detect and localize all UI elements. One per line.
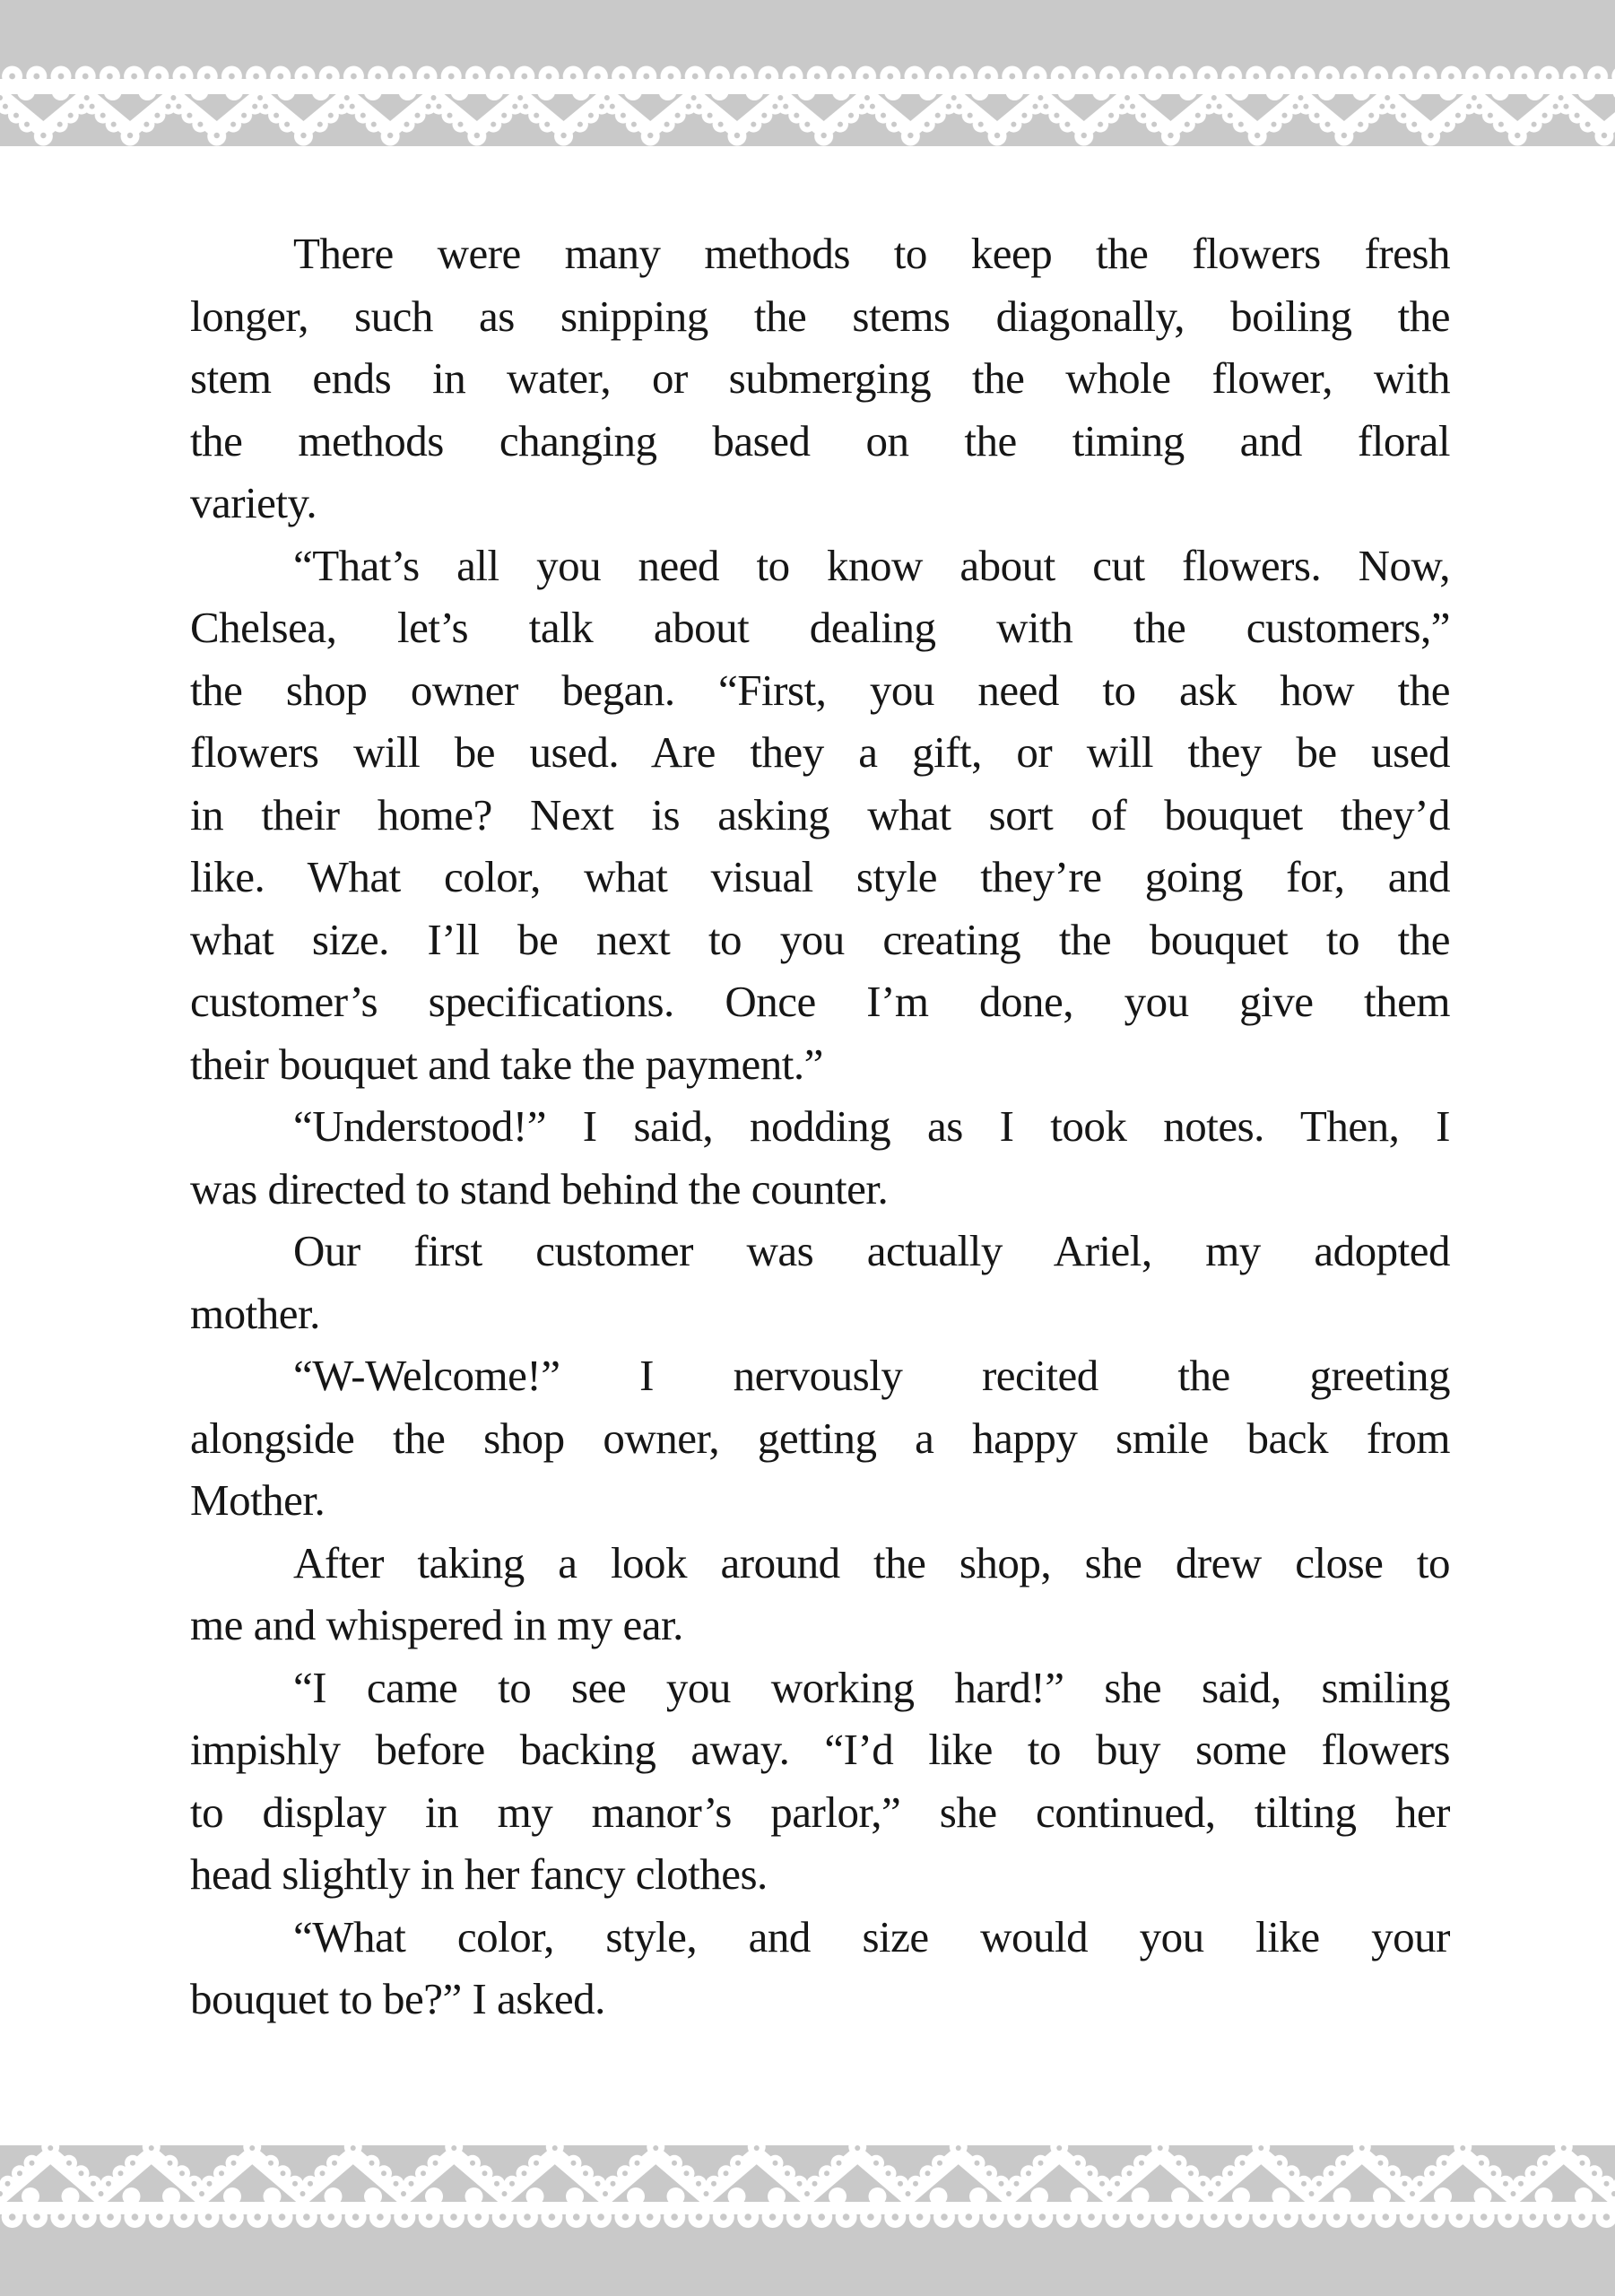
- text-line: “Understood!” I said, nodding as I took notes. Then, I: [293, 1101, 1450, 1151]
- paragraph: [190, 1657, 1450, 1906]
- text-line: in their home? Next is asking what sort of bouquet they’d: [190, 789, 1450, 839]
- text-line: what size. I’ll be next to you creating the bouquet to the: [190, 914, 1450, 964]
- text-line: variety.: [190, 478, 317, 527]
- text-line: “What color, style, and size would you like your: [293, 1911, 1450, 1961]
- lace-border-top-decoration: [0, 0, 1615, 150]
- text-line: flowers will be used. Are they a gift, or will they be used: [190, 727, 1450, 777]
- paragraph: [190, 1344, 1450, 1532]
- text-line: mother.: [190, 1288, 320, 1338]
- text-line: to display in my manor’s parlor,” she continued, tilting her: [190, 1787, 1450, 1837]
- text-line: me and whispered in my ear.: [190, 1600, 683, 1649]
- text-line: Our first customer was actually Ariel, my adopted: [293, 1226, 1450, 1275]
- text-line: impishly before backing away. “I’d like to buy some flowers: [190, 1725, 1450, 1774]
- text-line: the shop owner began. “First, you need to ask how the: [190, 665, 1450, 715]
- text-line: head slightly in her fancy clothes.: [190, 1849, 768, 1899]
- paragraph: [190, 535, 1450, 1096]
- paragraph: [190, 1220, 1450, 1344]
- text-line: Chelsea, let’s talk about dealing with the customers,”: [190, 603, 1450, 652]
- text-line: There were many methods to keep the flowers fresh: [293, 229, 1450, 278]
- text-line: customer’s specifications. Once I’m done, you give them: [190, 977, 1450, 1026]
- text-line: Mother.: [190, 1475, 326, 1525]
- text-line: stem ends in water, or submerging the whole flower, with: [190, 353, 1450, 403]
- text-line: alongside the shop owner, getting a happy smile back from: [190, 1413, 1450, 1463]
- paragraph: [190, 1095, 1450, 1220]
- text-line: “I came to see you working hard!” she said, smiling: [293, 1662, 1450, 1712]
- text-line: “That’s all you need to know about cut flowers. Now,: [293, 540, 1450, 590]
- text-line: “W-Welcome!” I nervously recited the greeting: [293, 1351, 1450, 1400]
- text-line: like. What color, what visual style they’re going for, and: [190, 852, 1450, 901]
- text-line: the methods changing based on the timing and floral: [190, 415, 1450, 465]
- page-text: [190, 222, 1450, 2031]
- text-line: longer, such as snipping the stems diagonally, boiling the: [190, 291, 1450, 341]
- lace-border-bottom-decoration: [0, 2139, 1615, 2296]
- text-line: was directed to stand behind the counter.: [190, 1163, 889, 1213]
- text-line: their bouquet and take the payment.”: [190, 1039, 823, 1089]
- text-line: After taking a look around the shop, she drew close to: [293, 1537, 1450, 1587]
- paragraph: [190, 1906, 1450, 2031]
- text-line: bouquet to be?” I asked.: [190, 1974, 605, 2023]
- paragraph: [190, 222, 1450, 535]
- paragraph: [190, 1532, 1450, 1657]
